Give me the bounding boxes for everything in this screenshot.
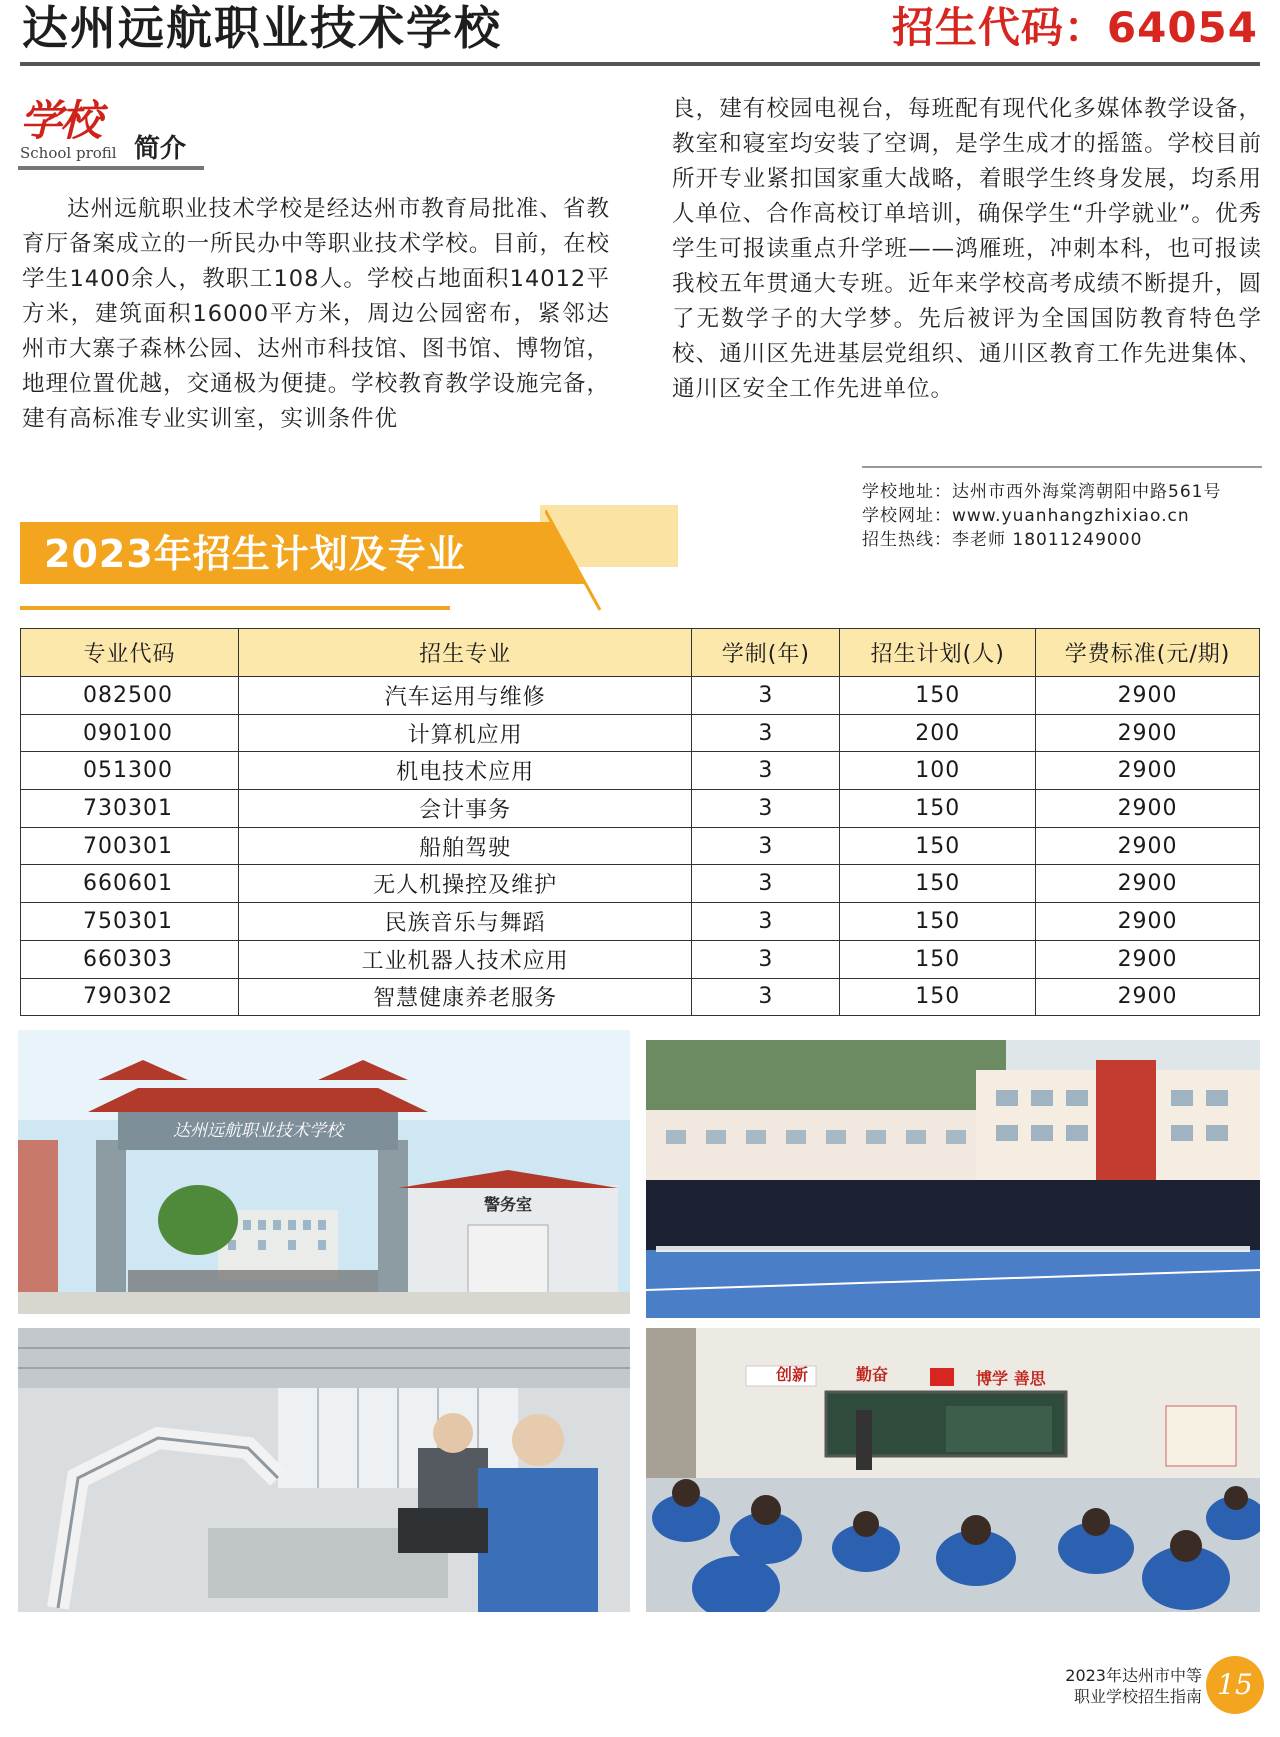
admission-code [892,0,1258,56]
cell-tuition: 2900 [1036,677,1260,715]
cell-plan: 100 [840,752,1036,790]
slogan-left: 创新 [776,1365,809,1384]
cell-tuition: 2900 [1036,978,1260,1016]
guard-room-sign: 警务室 [483,1195,533,1214]
table-row [21,790,1260,828]
header-tuition: 学费标准(元/期) [1036,629,1260,677]
cell-major: 民族音乐与舞蹈 [238,903,692,941]
cell-code: 660601 [21,865,239,903]
table-row [21,827,1260,865]
footer-line-2: 职业学校招生指南 [1073,1687,1202,1706]
cell-plan: 150 [840,940,1036,978]
page-number: 15 [1206,1656,1264,1714]
cell-duration: 3 [692,827,840,865]
table-row [21,978,1260,1016]
contact-website[interactable]: 学校网址：www.yuanhangzhixiao.cn [862,506,1190,526]
section-banner-title: 2023年招生计划及专业 [44,532,466,576]
cell-tuition: 2900 [1036,752,1260,790]
table-header-row [21,629,1260,677]
admission-code-value: 64054 [1106,3,1258,52]
intro-subtitle: School profil [20,144,117,162]
header-major-name: 招生专业 [238,629,692,677]
cell-duration: 3 [692,714,840,752]
footer-line-1: 2023年达州市中等 [1065,1666,1202,1685]
table-row [21,903,1260,941]
cell-duration: 3 [692,677,840,715]
cell-major: 会计事务 [238,790,692,828]
cell-duration: 3 [692,865,840,903]
cell-plan: 150 [840,677,1036,715]
intro-underline [18,166,204,170]
header-duration: 学制(年) [692,629,840,677]
slogan-right: 博学 善思 [976,1369,1046,1388]
cell-major: 船舶驾驶 [238,827,692,865]
intro-paragraph-right: 良，建有校园电视台，每班配有现代化多媒体教学设备，教室和寝室均安装了空调，是学生成才的摇篮。学校目前所开专业紧扣国家重大战略，着眼学生终身发展，均系用人单位、合作高校订单培训，确保学生“升学就业”。优秀学生可报读重点升学班——鸿雁班，冲刺本科，也可报读我校五年贯通大专班。近年来学校高考成绩不断提升，圆了无数学子的大学梦。先后被评为全国国防教育特色学校、通川区先进基层党组织、通川区教育工作先进集体、通川区安全工作先进单位。 [672,96,1262,402]
cell-tuition: 2900 [1036,940,1260,978]
intro-title: 简介 [134,134,187,164]
cell-tuition: 2900 [1036,827,1260,865]
table-row [21,677,1260,715]
photo-classroom [646,1328,1260,1612]
cell-code: 090100 [21,714,239,752]
cell-code: 790302 [21,978,239,1016]
cell-major: 汽车运用与维修 [238,677,692,715]
table-row [21,752,1260,790]
banner-diagonal-line [545,510,607,614]
table-row [21,714,1260,752]
guide-footer [1065,1665,1202,1707]
cell-plan: 150 [840,903,1036,941]
school-name-title: 达州远航职业技术学校 [22,1,502,55]
table-row [21,865,1260,903]
cell-duration: 3 [692,978,840,1016]
cell-tuition: 2900 [1036,714,1260,752]
cell-code: 700301 [21,827,239,865]
photo-student-assembly [646,1040,1260,1318]
cell-code: 750301 [21,903,239,941]
photo-robotics-lab [18,1328,630,1612]
cell-major: 工业机器人技术应用 [238,940,692,978]
cell-duration: 3 [692,790,840,828]
cell-plan: 150 [840,827,1036,865]
table-row [21,940,1260,978]
cell-tuition: 2900 [1036,865,1260,903]
admission-code-label: 招生代码： [891,3,1107,52]
cell-plan: 200 [840,714,1036,752]
cell-plan: 150 [840,865,1036,903]
cell-tuition: 2900 [1036,790,1260,828]
contact-address: 学校地址：达州市西外海棠湾朝阳中路561号 [862,482,1222,502]
header-divider [20,62,1260,66]
cell-code: 730301 [21,790,239,828]
gate-sign-text: 达州远航职业技术学校 [173,1121,343,1141]
banner-underline [20,606,450,610]
cell-major: 智慧健康养老服务 [238,978,692,1016]
cell-code: 082500 [21,677,239,715]
cell-major: 无人机操控及维护 [238,865,692,903]
contact-info [862,480,1221,552]
cell-duration: 3 [692,903,840,941]
intro-brush-title: 学校 [20,96,101,145]
cell-duration: 3 [692,940,840,978]
cell-tuition: 2900 [1036,903,1260,941]
intro-paragraph-left: 达州远航职业技术学校是经达州市教育局批准、省教育厅备案成立的一所民办中等职业技术学校。目前，在校学生1400余人，教职工108人。学校占地面积14012平方米，建筑面积16000平方米，周边公园密布，紧邻达州市大寨子森林公园、达州市科技馆、图书馆、博物馆，地理位置优越，交通极为便捷。学校教育教学设施完备，建有高标准专业实训室，实训条件优 [22,196,610,432]
intro-heading [18,88,206,170]
contact-divider [862,466,1262,468]
slogan-middle: 勤奋 [856,1365,889,1384]
cell-plan: 150 [840,790,1036,828]
contact-hotline: 招生热线：李老师 18011249000 [862,530,1143,550]
cell-code: 660303 [21,940,239,978]
photo-school-gate [18,1030,630,1314]
cell-duration: 3 [692,752,840,790]
cell-plan: 150 [840,978,1036,1016]
cell-major: 机电技术应用 [238,752,692,790]
cell-code: 051300 [21,752,239,790]
enrollment-plan-table [20,628,1260,1016]
cell-major: 计算机应用 [238,714,692,752]
header-plan-count: 招生计划(人) [840,629,1036,677]
header-major-code: 专业代码 [21,629,239,677]
